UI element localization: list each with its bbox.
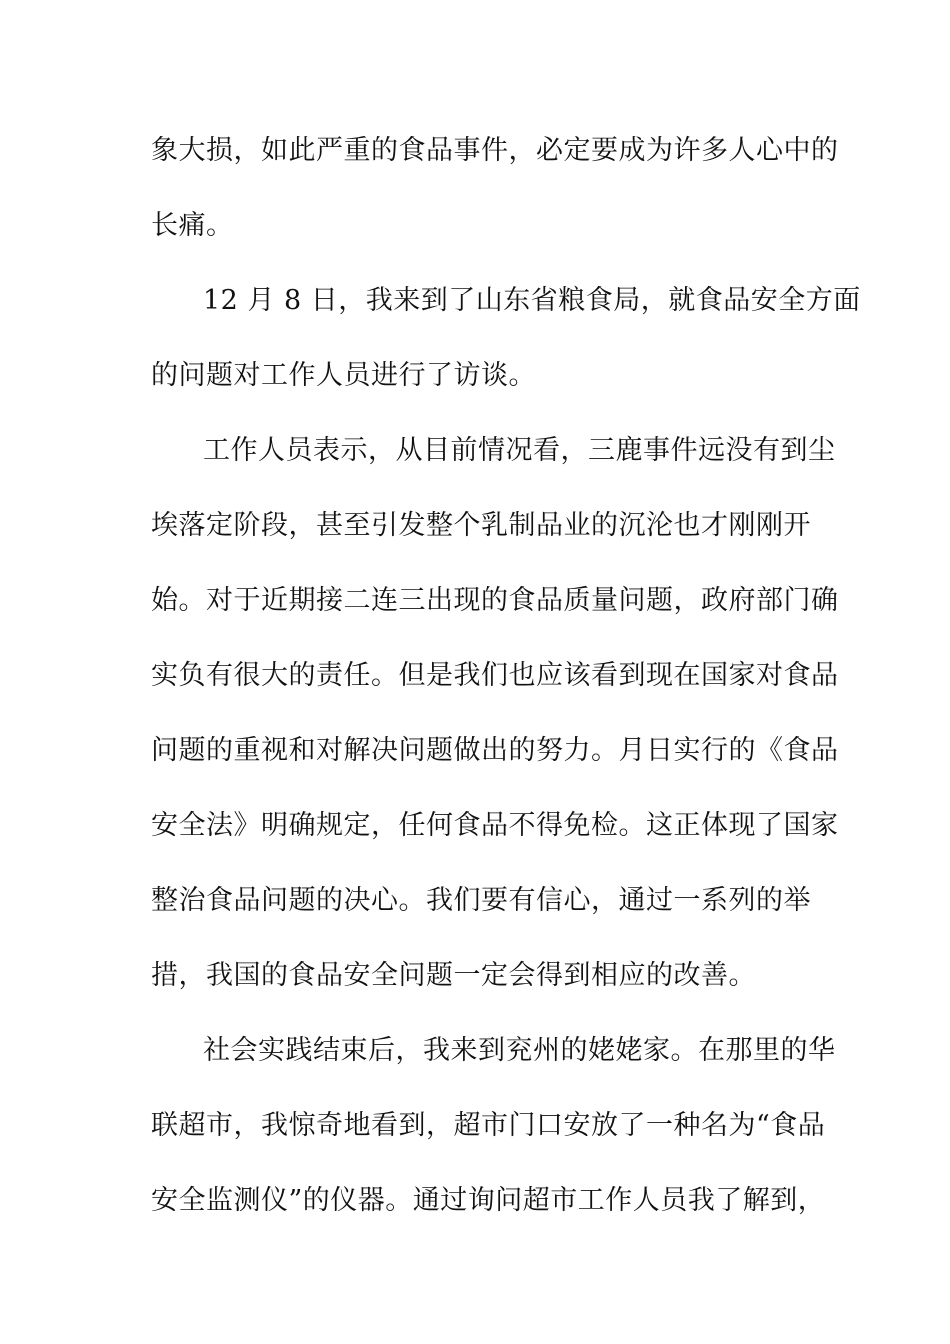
body-text: [151, 128, 861, 1253]
text-line: 措，我国的食品安全问题一定会得到相应的改善。: [151, 960, 756, 991]
text-line: 的问题对工作人员进行了访谈。: [151, 360, 536, 391]
text-line: 始。对于近期接二连三出现的食品质量问题，政府部门确: [151, 585, 839, 616]
text-line: 问题的重视和对解决问题做出的努力。月日实行的《食品: [151, 735, 839, 766]
text-line: 联超市，我惊奇地看到，超市门口安放了一种名为“食品: [151, 1110, 826, 1141]
paragraph-first-line: 工作人员表示，从目前情况看，三鹿事件远没有到尘: [203, 435, 836, 466]
paragraph-first-line: 12 月 8 日，我来到了山东省粮食局，就食品安全方面: [203, 285, 861, 316]
text-line: 长痛。: [151, 210, 234, 241]
text-line: 整治食品问题的决心。我们要有信心，通过一系列的举: [151, 885, 811, 916]
text-line: 埃落定阶段，甚至引发整个乳制品业的沉沦也才刚刚开: [151, 510, 811, 541]
paragraph-first-line: 社会实践结束后，我来到兖州的姥姥家。在那里的华: [203, 1035, 836, 1066]
text-line: 象大损，如此严重的食品事件，必定要成为许多人心中的: [151, 135, 839, 166]
text-line: 安全法》明确规定，任何食品不得免检。这正体现了国家: [151, 810, 839, 841]
text-line: 安全监测仪”的仪器。通过询问超市工作人员我了解到，: [151, 1185, 826, 1216]
text-line: 实负有很大的责任。但是我们也应该看到现在国家对食品: [151, 660, 839, 691]
